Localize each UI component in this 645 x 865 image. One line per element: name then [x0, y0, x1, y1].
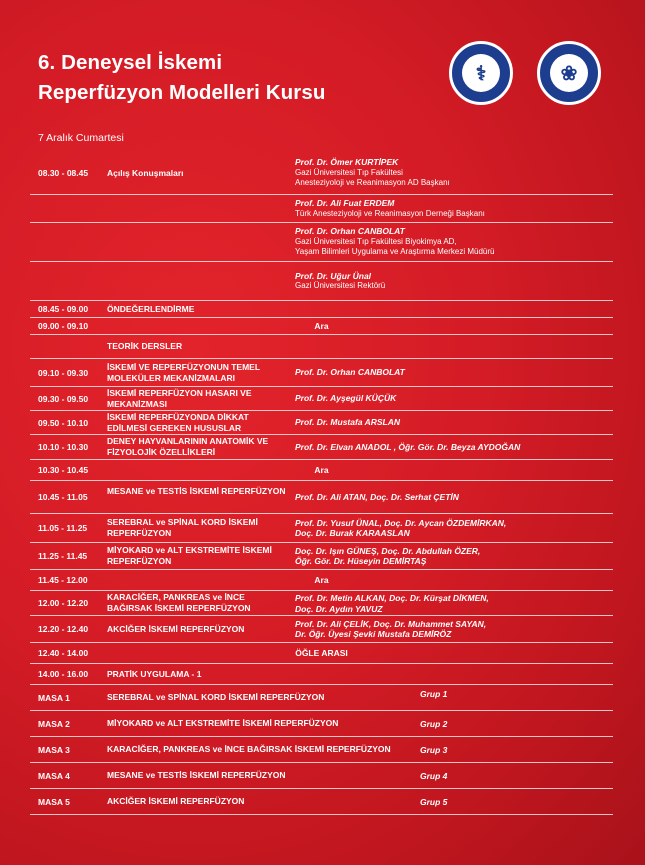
speaker-list — [295, 546, 610, 567]
speaker-list — [295, 518, 610, 539]
speaker-name: Prof. Dr. Yusuf ÜNAL, Doç. Dr. Aycan ÖZDEMİRKAN, — [295, 517, 507, 528]
speaker-name: Öğr. Gör. Dr. Hüseyin DEMİRTAŞ — [295, 556, 427, 566]
session-topic: KARACİĞER, PANKREAS ve İNCE BAĞIRSAK İSKEMİ REPERFÜZYON — [107, 592, 251, 613]
group-label: Grup 4 — [420, 770, 448, 781]
group-label: Grup 5 — [420, 796, 448, 807]
time-slot: 14.00 - 16.00 — [38, 669, 89, 679]
speaker-affiliation: Yaşam Bilimleri Uygulama ve Araştırma Merkezi Müdürü — [295, 247, 495, 257]
time-slot: MASA 4 — [38, 770, 70, 781]
session-topic: MESANE ve TESTİS İSKEMİ REPERFÜZYON — [107, 486, 286, 496]
session-topic: MESANE ve TESTİS İSKEMİ REPERFÜZYON — [107, 770, 286, 780]
session-topic: KARACİĞER, PANKREAS ve İNCE BAĞIRSAK İSKEMİ REPERFÜZYON — [107, 744, 391, 754]
speaker-list — [295, 442, 610, 453]
speaker-list — [295, 226, 610, 258]
speaker-list — [295, 593, 610, 614]
break-label: Ara — [314, 575, 329, 585]
time-slot: 11.05 - 11.25 — [38, 523, 88, 533]
speaker-name: Prof. Dr. Ayşegül KÜÇÜK — [295, 393, 397, 404]
time-slot: 09.30 - 09.50 — [38, 393, 89, 404]
time-slot: MASA 2 — [38, 718, 70, 729]
session-topic: İSKEMİ REPERFÜZYONDA DİKKAT EDİLMESİ GEREKEN HUSUSLAR — [107, 411, 249, 433]
speaker-affiliation: Gazi Üniversitesi Rektörü — [295, 281, 386, 290]
schedule-row — [30, 737, 613, 763]
schedule-row — [30, 262, 613, 301]
session-topic: DENEY HAYVANLARININ ANATOMİK VE FİZYOLOJİK ÖZELLİKLERİ — [107, 436, 269, 457]
time-slot: 12.40 - 14.00 — [38, 648, 89, 658]
speaker-affiliation: Gazi Üniversitesi Tıp Fakültesi — [295, 167, 403, 177]
schedule-row — [30, 514, 613, 543]
schedule-row — [30, 411, 613, 435]
group-label: Grup 1 — [420, 689, 448, 699]
time-slot: 11.45 - 12.00 — [38, 575, 88, 585]
speaker-list — [295, 367, 610, 378]
schedule-row — [30, 591, 613, 616]
schedule-row — [30, 481, 613, 514]
speaker-name: Prof. Dr. Elvan ANADOL , Öğr. Gör. Dr. Beyza AYDOĞAN — [295, 441, 521, 452]
schedule-row — [30, 616, 613, 643]
schedule-row — [30, 318, 613, 335]
schedule-row — [30, 643, 613, 664]
speaker-list — [295, 271, 610, 292]
time-slot: MASA 3 — [38, 744, 70, 755]
session-topic: AKCİĞER İSKEMİ REPERFÜZYON — [107, 796, 245, 806]
page-title — [38, 48, 325, 108]
schedule-row — [30, 435, 613, 460]
time-slot: 11.25 - 11.45 — [38, 551, 88, 561]
schedule-row — [30, 387, 613, 411]
speaker-name: Prof. Dr. Mustafa ARSLAN — [295, 417, 401, 428]
schedule-row — [30, 664, 613, 685]
day-heading: 7 Aralık Cumartesi — [38, 132, 124, 144]
time-slot: 08.30 - 08.45 — [38, 168, 89, 178]
speaker-list — [295, 393, 610, 404]
schedule-row — [30, 223, 613, 262]
speaker-list — [295, 417, 610, 428]
time-slot: 09.00 - 09.10 — [38, 321, 89, 331]
schedule-row — [30, 685, 613, 711]
time-slot: 10.30 - 10.45 — [38, 465, 89, 475]
session-topic: İSKEMİ VE REPERFÜZYONUN TEMEL MOLEKÜLER MEKANİZMALARI — [107, 361, 260, 383]
gazi-university-logo — [537, 41, 601, 105]
speaker-affiliation: Gazi Üniversitesi Tıp Fakültesi Biyokimya AD, — [295, 236, 457, 246]
time-slot: 12.00 - 12.20 — [38, 598, 89, 608]
speaker-name: Prof. Dr. Uğur Ünal — [295, 270, 372, 281]
session-topic: AKCİĞER İSKEMİ REPERFÜZYON — [107, 623, 245, 634]
speaker-name: Dr. Öğr. Üyesi Şevki Mustafa DEMİRÖZ — [295, 629, 452, 639]
speaker-affiliation: Anesteziyoloji ve Reanimasyon AD Başkanı — [295, 178, 450, 188]
schedule-row — [30, 301, 613, 318]
schedule-row — [30, 543, 613, 570]
session-topic: TEORİK DERSLER — [107, 341, 183, 351]
session-topic: Açılış Konuşmaları — [107, 167, 184, 178]
time-slot: 08.45 - 09.00 — [38, 304, 89, 314]
speaker-name: Prof. Dr. Orhan CANBOLAT — [295, 367, 405, 378]
session-topic: PRATİK UYGULAMA - 1 — [107, 668, 202, 679]
speaker-list — [295, 619, 610, 640]
title-line-2: Reperfüzyon Modelleri Kursu — [38, 81, 326, 104]
speaker-name: Doç. Dr. Burak KARAASLAN — [295, 528, 410, 538]
speaker-name: Doç. Dr. Işın GÜNEŞ, Doç. Dr. Abdullah ÖZER, — [295, 545, 481, 556]
time-slot: 10.10 - 10.30 — [38, 442, 89, 452]
speaker-name: Prof. Dr. Ali ATAN, Doç. Dr. Serhat ÇETİN — [295, 491, 459, 502]
torch-icon: ⚕ — [462, 54, 500, 92]
seal-icon: ❀ — [550, 54, 588, 92]
schedule-row — [30, 359, 613, 387]
schedule-row — [30, 335, 613, 359]
group-label: Grup 3 — [420, 744, 448, 755]
speaker-name: Prof. Dr. Ali Fuat ERDEM — [295, 198, 395, 208]
session-topic: SEREBRAL ve SPİNAL KORD İSKEMİ REPERFÜZYON — [107, 692, 325, 702]
break-label: Ara — [314, 465, 329, 475]
speaker-list — [295, 157, 610, 189]
session-topic: İSKEMİ REPERFÜZYON HASARI VE MEKANİZMASI — [107, 387, 252, 409]
schedule-row — [30, 152, 613, 195]
schedule-row — [30, 763, 613, 789]
schedule-row — [30, 789, 613, 815]
speaker-list — [295, 492, 610, 503]
title-line-1: 6. Deneysel İskemi — [38, 51, 223, 74]
session-topic: SEREBRAL ve SPİNAL KORD İSKEMİ REPERFÜZYON — [107, 517, 258, 538]
schedule-row — [30, 570, 613, 591]
speaker-name: Prof. Dr. Metin ALKAN, Doç. Dr. Kürşat DİKMEN, — [295, 593, 489, 603]
time-slot: 09.50 - 10.10 — [38, 417, 89, 428]
anesthesiology-society-logo — [449, 41, 513, 105]
break-label: ÖĞLE ARASI — [295, 648, 348, 658]
time-slot: MASA 5 — [38, 796, 70, 807]
time-slot: 10.45 - 11.05 — [38, 492, 88, 502]
speaker-name: Doç. Dr. Aydın YAVUZ — [295, 603, 383, 614]
speaker-name: Prof. Dr. Orhan CANBOLAT — [295, 226, 405, 237]
speaker-list — [295, 198, 610, 219]
time-slot: MASA 1 — [38, 692, 70, 703]
group-label: Grup 2 — [420, 718, 448, 729]
schedule-row — [30, 195, 613, 223]
time-slot: 12.20 - 12.40 — [38, 624, 89, 634]
speaker-name: Prof. Dr. Ömer KURTİPEK — [295, 157, 399, 168]
session-topic: ÖNDEĞERLENDİRME — [107, 303, 195, 314]
schedule-row — [30, 711, 613, 737]
time-slot: 09.10 - 09.30 — [38, 367, 89, 378]
schedule-row — [30, 460, 613, 481]
speaker-affiliation: Türk Anesteziyoloji ve Reanimasyon Derneği Başkanı — [295, 208, 485, 218]
schedule-table — [30, 152, 613, 815]
session-topic: MİYOKARD ve ALT EKSTREMİTE İSKEMİ REPERFÜZYON — [107, 545, 272, 566]
break-label: Ara — [314, 321, 329, 331]
session-topic: MİYOKARD ve ALT EKSTREMİTE İSKEMİ REPERFÜZYON — [107, 718, 339, 728]
speaker-name: Prof. Dr. Ali ÇELİK, Doç. Dr. Muhammet SAYAN, — [295, 618, 487, 629]
